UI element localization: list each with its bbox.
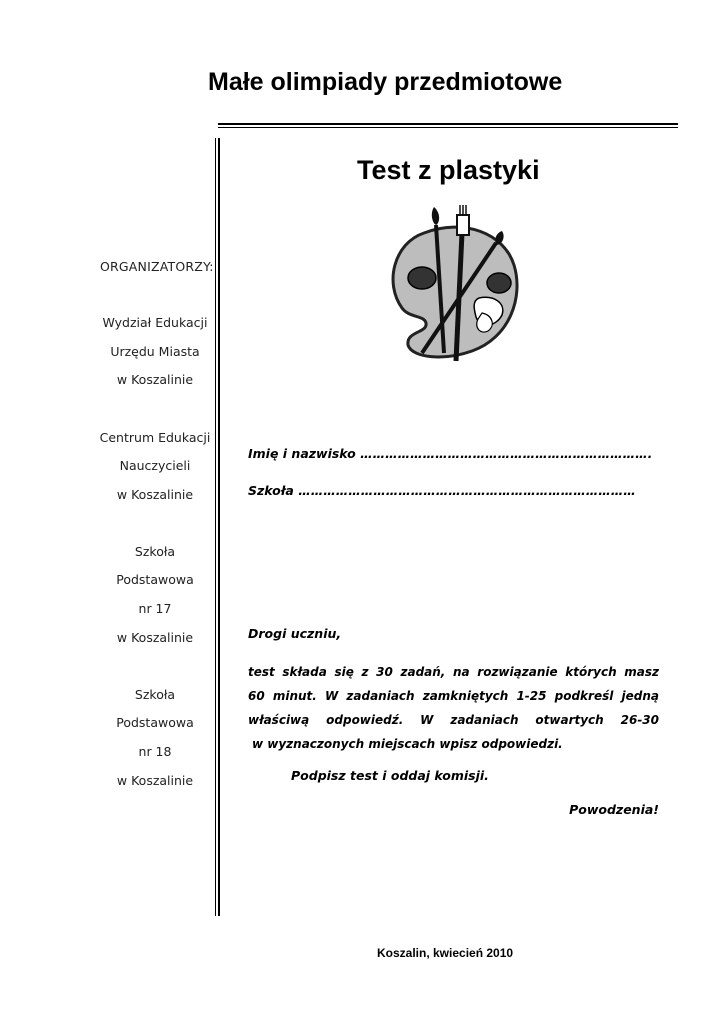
header-divider [218, 123, 678, 128]
sidebar-divider [215, 138, 220, 916]
org4-line: Podstawowa [116, 715, 194, 730]
org4-line: w Koszalinie [116, 773, 194, 788]
test-title: Test z plastyki [357, 155, 540, 185]
instruction-line: właściwą odpowiedź. W zadaniach otwartych 26-30 [248, 713, 659, 727]
instruction-line: w wyznaczonych miejscach wpisz odpowiedzi. [252, 737, 563, 751]
footer-place-date: Koszalin, kwiecień 2010 [377, 946, 514, 960]
org4-line: nr 18 [138, 744, 172, 759]
good-luck: Powodzenia! [569, 802, 659, 817]
greeting: Drogi uczniu, [248, 626, 342, 641]
org3-line: nr 17 [138, 601, 172, 616]
name-field[interactable]: Imię i nazwisko ……………………………………………………………. [248, 446, 653, 461]
school-field[interactable]: Szkoła ……………………………………………………………………… [248, 483, 636, 498]
org3-line: Szkoła [134, 544, 176, 559]
org1-line: Wydział Edukacji [102, 315, 208, 330]
sign-note: Podpisz test i oddaj komisji. [291, 768, 489, 783]
instruction-line: 60 minut. W zadaniach zamkniętych 1-25 podkreśl jedną [248, 689, 659, 703]
paint-palette-icon [384, 203, 524, 363]
org3-line: w Koszalinie [116, 630, 194, 645]
org1-line: w Koszalinie [116, 372, 194, 387]
org3-line: Podstawowa [116, 572, 194, 587]
org1-line: Urzędu Miasta [110, 344, 200, 359]
org2-line: Nauczycieli [119, 458, 191, 473]
instructions [248, 660, 659, 756]
org2-line: Centrum Edukacji [99, 430, 211, 445]
organizers-sidebar [96, 0, 214, 1024]
page-title: Małe olimpiady przedmiotowe [208, 68, 563, 96]
org2-line: w Koszalinie [116, 487, 194, 502]
organizers-label: ORGANIZATORZY: [100, 259, 214, 274]
instruction-line: test składa się z 30 zadań, na rozwiązanie których masz [248, 665, 659, 679]
org4-line: Szkoła [134, 687, 176, 702]
